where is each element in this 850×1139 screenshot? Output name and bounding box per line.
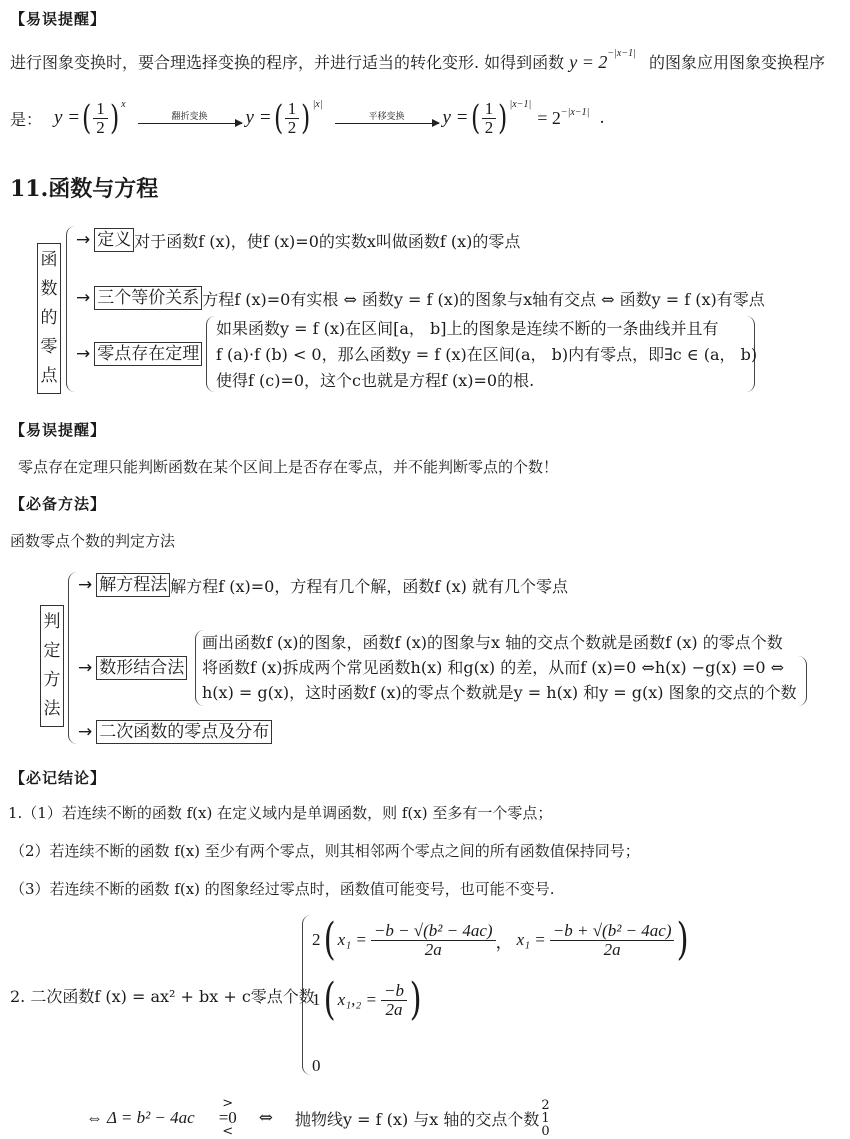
case-no-root: 0	[312, 1056, 321, 1075]
char: 零	[40, 337, 58, 357]
methods-intro: 函数零点个数的判定方法	[10, 532, 176, 550]
numerator: −b − √(b² − 4ac)	[371, 922, 496, 941]
arrow-shift	[335, 112, 439, 124]
para-text-end: 的图象应用图象变换程序	[648, 53, 825, 72]
para-text: 进行图象变换时，要合理选择变换的程序，并进行适当的转化变形. 如得到函数	[10, 53, 565, 72]
branch-text: 解方程f (x)=0，方程有几个解，函数f (x) 就有几个零点	[170, 576, 568, 596]
step2-lhs: y =	[245, 107, 272, 129]
cases-brace	[302, 915, 311, 1075]
branch-quadratic-distribution	[78, 720, 272, 744]
case-count: 1	[312, 990, 321, 1009]
theorem-text	[216, 316, 757, 394]
section-tag-conclusions: 【必记结论】	[10, 769, 107, 787]
paragraph-transform	[10, 47, 825, 73]
exponent: |x−1|	[509, 98, 532, 110]
box-equivalence: 三个等价关系	[94, 286, 202, 310]
left-brace	[68, 572, 77, 744]
char: 的	[40, 308, 58, 328]
denominator: 2a	[603, 939, 621, 959]
discriminant-line	[86, 1098, 550, 1138]
graphical-line: h(x) = g(x)，这时函数f (x)的零点个数就是y = h(x) 和y = g(x) 图象的交点的个数	[202, 683, 797, 702]
box-solve-equation: 解方程法	[96, 573, 170, 597]
prefix: 是：	[10, 109, 43, 129]
theorem-line: f (a)·f (b) < 0，那么函数y = f (x)在区间(a， b)内有零点，即∃c ∈ (a， b)	[216, 345, 758, 364]
box-graphical: 数形结合法	[96, 656, 187, 680]
branch-existence-theorem	[76, 342, 202, 366]
root-label: x₁ =	[337, 930, 367, 949]
theorem-line: 使得f (c)=0，这个c也就是方程f (x)=0的根.	[216, 371, 535, 390]
vertical-label-box-zero	[37, 243, 61, 394]
discriminant: ⇔ Δ = b² − 4ac	[86, 1108, 195, 1127]
vertical-label-box-method	[40, 605, 64, 727]
count-stack	[541, 1099, 549, 1138]
root-label: x₁ =	[516, 930, 546, 949]
arrow-flip	[138, 112, 242, 124]
graphical-text	[202, 630, 797, 705]
step3-lhs: y =	[442, 107, 469, 129]
section-tag-error-reminder-2: 【易误提醒】	[10, 421, 107, 439]
formula-exponent: −|x−1|	[607, 47, 636, 59]
denominator: 2a	[385, 999, 403, 1019]
case-count: 2	[312, 930, 321, 949]
case-two-roots: 2 ( x₁ = $\frac{\text{−b − √(b² − 4ac)}}{2a}$ ， x₁ = $\frac{\text{−b + √(b² − 4ac)}}{2a}$ )	[312, 914, 690, 965]
numerator: 1	[285, 100, 300, 119]
conclusion-3: （3）若连续不断的函数 f(x) 的图象经过零点时，函数值可能变号，也可能不变号.	[10, 880, 555, 898]
exponent: x	[121, 98, 126, 110]
period: .	[599, 108, 605, 129]
branch-graphical	[78, 656, 187, 680]
rel-lt: <	[222, 1124, 234, 1139]
arrow-icon: →	[76, 230, 91, 250]
rel-eq: =0	[218, 1108, 237, 1127]
char: 函	[40, 250, 58, 270]
count-0: 0	[541, 1123, 550, 1139]
char: 方	[43, 670, 61, 690]
char: 定	[43, 641, 61, 661]
char: 数	[40, 279, 58, 299]
char: 判	[43, 612, 61, 632]
result: = 2	[537, 107, 561, 128]
numerator: 1	[93, 100, 108, 119]
quadratic-label: 2. 二次函数f (x) = ax² + bx + c零点个数	[10, 987, 315, 1006]
branch-definition	[76, 228, 520, 252]
right-paren	[798, 656, 807, 706]
graphical-line: 将函数f (x)拆成两个常见函数h(x) 和g(x) 的差，从而f (x)=0 ⇔h(x) −g(x) =0 ⇔	[202, 658, 785, 677]
conclusion-2: （2）若连续不断的函数 f(x) 至少有两个零点，则其相邻两个零点之间的所有函数值保持同号；	[10, 842, 640, 860]
denominator: 2	[96, 117, 105, 137]
graphical-line: 画出函数f (x)的图象，函数f (x)的图象与x 轴的交点个数就是函数f (x) 的零点个数	[202, 633, 783, 652]
section-heading: 11.函数与方程	[10, 176, 159, 202]
arrow-icon: →	[76, 344, 91, 364]
arrow-icon: →	[76, 288, 91, 308]
denominator: 2	[484, 117, 494, 137]
root-label: x₁,₂ =	[337, 990, 378, 1009]
exponent: |x|	[312, 98, 323, 110]
char: 点	[40, 366, 58, 386]
char: 法	[43, 699, 61, 719]
rel-gt: >	[222, 1096, 234, 1111]
numerator: 1	[482, 100, 497, 119]
box-existence-theorem: 零点存在定理	[94, 342, 202, 366]
count-2: 2	[541, 1097, 550, 1113]
reminder-text: 零点存在定理只能判断函数在某个区间上是否存在零点，并不能判断零点的个数！	[18, 458, 559, 476]
iff-symbol: ⇔	[258, 1108, 274, 1128]
section-tag-error-reminder: 【易误提醒】	[10, 10, 107, 28]
conclusion-1: 1.（1）若连续不断的函数 f(x) 在定义域内是单调函数，则 f(x) 至多有一个零点；	[8, 804, 553, 822]
left-brace	[66, 226, 75, 392]
branch-text: 方程f (x)=0有实根 ⇔ 函数y = f (x)的图象与x轴有交点 ⇔ 函数y = f (x)有零点	[202, 289, 765, 309]
section-tag-methods: 【必备方法】	[10, 495, 107, 513]
separator: ，	[495, 932, 513, 953]
box-definition: 定义	[94, 228, 134, 252]
branch-text: 对于函数f (x)，使f (x)=0的实数x叫做函数f (x)的零点	[134, 231, 521, 251]
arrow-label: 翻折变换	[171, 112, 208, 123]
denominator: 2a	[424, 939, 442, 959]
count-1: 1	[541, 1110, 550, 1126]
parabola-text: 抛物线y = f (x) 与x 轴的交点个数	[295, 1109, 540, 1129]
formula: y = 2	[569, 52, 608, 72]
branch-solve-equation	[78, 573, 568, 597]
step1-lhs: y =	[54, 107, 81, 129]
transform-chain: 是： y = ( $\frac{1}{2}$ ) $^x$ 翻折变换 y = ( $\frac{1}{2}$ ) $^{|x|}$ 平移变换 y = ( $\frac{1}{2}$ ) $^{|x-1|}$ = 2 $^{-|x-1|}$ .	[10, 98, 605, 139]
result-exponent: −|x−1|	[560, 106, 590, 118]
numerator: −b	[381, 982, 407, 1001]
arrow-icon: →	[78, 658, 93, 678]
case-one-root: 1 ( x₁,₂ = $\frac{-b}{2a}$ )	[312, 974, 422, 1025]
arrow-icon: →	[78, 722, 93, 742]
relation-stack	[219, 1098, 237, 1138]
numerator: −b + √(b² − 4ac)	[550, 922, 675, 941]
left-paren	[206, 316, 215, 392]
arrow-label: 平移变换	[368, 112, 405, 123]
theorem-line: 如果函数y = f (x)在区间[a， b]上的图象是连续不断的一条曲线并且有	[216, 319, 719, 338]
box-quadratic-distribution: 二次函数的零点及分布	[96, 720, 272, 744]
arrow-icon: →	[78, 575, 93, 595]
denominator: 2	[287, 117, 297, 137]
branch-equivalence	[76, 286, 765, 310]
